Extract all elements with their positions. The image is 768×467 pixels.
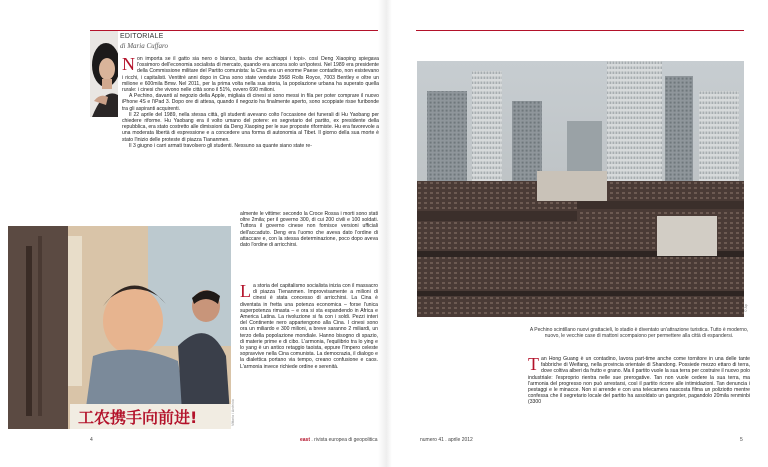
- editorial-body-side: [240, 211, 378, 248]
- photo-caption: A Pechino scintillano nuovi grattacieli, lo stadio è diventato un'attrazione turistica. Tutto è moderno, nuovo, le vecchie case di mattoni scompaiono per permettere alla città di espandersi.: [529, 327, 749, 340]
- gutter: [378, 0, 392, 467]
- section-label: EDITORIALE: [120, 33, 164, 40]
- poster-slogan-text: 工农携手向前进!: [78, 408, 198, 427]
- top-rule-left: [90, 30, 380, 31]
- page-number-left: 4: [90, 437, 93, 443]
- top-rule-right: [416, 30, 744, 31]
- issue-folio: numero 41 . aprile 2012: [420, 437, 473, 443]
- editorial-body-right: [528, 356, 750, 406]
- drop-cap: L: [240, 281, 251, 301]
- drop-cap: T: [528, 354, 539, 374]
- propaganda-poster-photo: [8, 226, 231, 429]
- beijing-cityscape-photo: [417, 61, 744, 317]
- paragraph: Il 22 aprile del 1989, nella stessa città, gli studenti avevano colto l'occasione dei funerali di Hu Yaobang per chiedere riforme. Hu Yaobang era il volto umano del potere: ex segretario del partito, ex presidente della repubblica, era stato costretto alle dimissioni da Deng Xiaoping per le sue proposte riformiste. Hu era favorevole a una moderata libertà di espressione e a concedere una forma di autonomia al Tibet. Il giorno della sua morte è stato l'inizio delle proteste di piazza Tiananmen.: [122, 111, 379, 143]
- paragraph: Tan Hong Guang è un contadino, lavora part-time anche come tornitore in una delle tante fabbriche di Weifang, nella provincia orientale di Shandong. Possiede mezzo ettaro di terra, dove coltiva alberi da frutto e grano. Ma il partito vuole la sua terra per costruire il nuovo polo industriale: l'esproprio rientra nelle sue prerogative. Tan non vuole cedere la sua terra, ma l'armonia del progresso non può arrestarsi, così il partito ricorre alle intimidazioni. Tan denuncia i pestaggi e le minacce. Non si arrende e con una telecamera nascosta filma un poliziotto mentre confessa che il segretario locale del partito ha assoldato un gangster, pagandolo 20mila renminbi (3300: [528, 354, 750, 406]
- paragraph: Il 3 giugno i carri armati travolsero gli studenti. Nessuno sa quante siano state re-: [129, 142, 312, 149]
- author-byline: di Maria Cuffaro: [120, 42, 168, 50]
- paragraph: almente le vittime: secondo la Croce Rossa i morti sono stati oltre 2mila; per il governo 300, di cui 200 civili e 100 soldati. Tuttora il governo cinese non fornisce versioni ufficiali dell'accaduto. Deng era l'uomo che aveva dato l'ordine di attaccare e, con la stessa determinazione, poco dopo aveva dato l'ordine di arricchirsi.: [240, 211, 378, 249]
- editorial-body-bottom: [240, 283, 378, 370]
- author-portrait: [90, 31, 118, 117]
- editorial-body-top: [122, 56, 379, 149]
- drop-cap: N: [122, 54, 135, 74]
- photo-credit-right: © Ap: [744, 304, 748, 312]
- paragraph: La storia del capitalismo socialista inizia con il massacro di piazza Tienanmen. Improvvisamente a milioni di cinesi è stata concesso di arricchirsi. La Cina è diventata in fretta una potenza economica – forse l'unica superpotenza rimasta – e ora si sta espandendo in Africa e America Latina. La rivoluzione si fa con i soldi. Pezzi interi del Continente nero appartengono alla Cina. I cinesi sono ora un miliardo e 300 milioni, a breve saranno 2 miliardi, un terzo della popolazione mondiale. Hanno bisogno di spazio, di materie prime e di cibo. L'armonia, l'equilibrio tra lo ying e lo yang è un antico retaggio taoista, eppure l'Impero celeste sopravvive nella Cina comunista. La democrazia, il dialogo e la dialettica portano via tempo, creano confusione e caos. L'armonia invece richiede ordine e serenità.: [240, 281, 378, 370]
- magazine-title-folio: east . rivista europea di geopolitica: [300, 437, 378, 443]
- paragraph: Non importa se il gatto sia nero o bianco, basta che acchiappi i topi». così Deng Xiaoping spiegava l'ossimoro dell'economia socialista di mercato, quando era ancora solo un'ipotesi. Nel 1989 era presidente della Commissione militare del Partito comunista: la Cina era un enorme Paese contadino, non esistevano i ricchi, i capitalisti. Ventitré anni dopo in Cina sono state vendute 3568 Rolls Royce, 7003 Bentley e oltre un milione e 600mila Bmw. Nel 2011, per la prima volta nella sua storia, la popolazione urbana ha superato quella rurale: i cinesi che vivono nelle città sono il 51%, ovvero 690 milioni.: [122, 54, 379, 94]
- paragraph: A Pechino, davanti al negozio della Apple, migliaia di cinesi si sono messi in fila per poter comprare il nuovo iPhone 4S e l'iPad 3. Dopo ore di attesa, quando il negozio ha finalmente aperto, sono scoppiate risse furibonde tra gli aspiranti acquirenti.: [122, 93, 379, 112]
- page-number-right: 5: [740, 437, 743, 443]
- photo-credit-left: Vittorio / Archivio: [231, 399, 235, 426]
